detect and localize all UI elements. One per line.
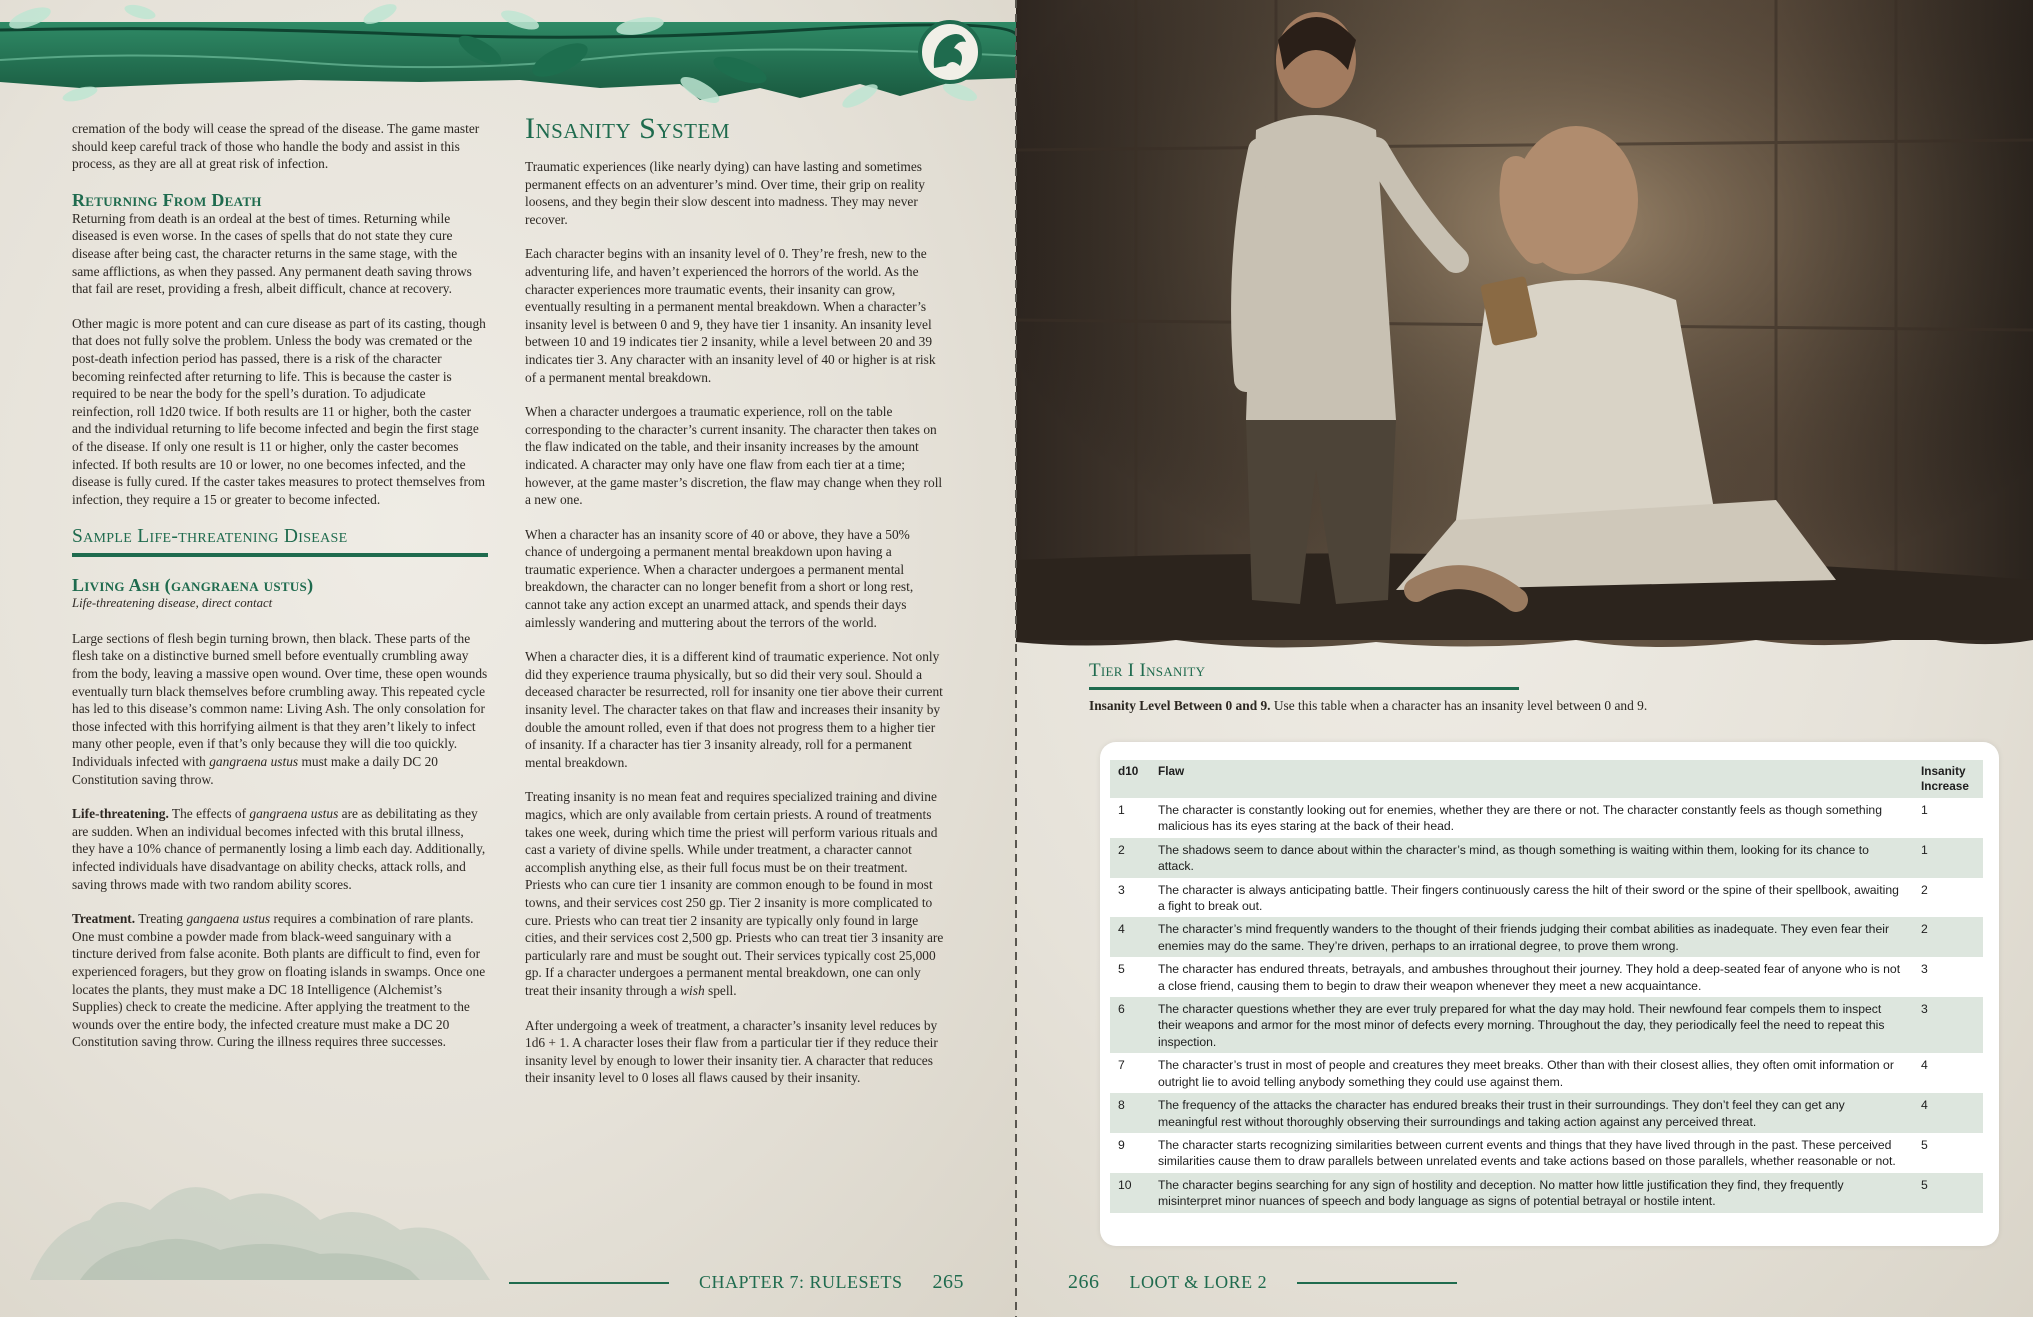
table-row: [1110, 1093, 1983, 1133]
paragraph: Returning from death is an ordeal at the best of times. Returning while diseased is even worse. In the cases of spells that do not state they cure disease after being cast, the character returns in the same stage, with the same afflictions, as when they passed. Any permanent death saving throws that fail are reset, providing a fresh, albeit difficult, chance at recovery.: [72, 210, 472, 297]
paragraph: When a character has an insanity score of 40 or above, they have a 50% chance of undergoing a permanent mental breakdown upon having a traumatic experience. When a character undergoes a permanent mental breakdown, the character can no longer benefit from a short or long rest, cannot take any action except an unarmed attack, and spends their days aimlessly wandering and muttering about the terrors of the world.: [525, 526, 914, 630]
ink-stain: [20, 1150, 500, 1280]
tier-1-heading-block: [1089, 660, 1519, 690]
cell-flaw: The character’s trust in most of people and creatures they meet breaks. Other than with their closest allies, they often omit information or outright lie to avoid telling anybody something they could use against them.: [1158, 1058, 1894, 1089]
illustration: [1016, 0, 2033, 660]
paragraph: Other magic is more potent and can cure disease as part of its casting, though that does not fully solve the problem. Unless the body was cremated or the post-death infection period has passed, there is a risk of the character becoming reinfected after returning to life. This is because the caster is required to be near the body for the spell’s duration. To adjudicate reinfection, roll 1d20 twice. If both results are 11 or higher, both the caster and the individual returning to life become infected and begin the first stage of the disease. If only one result is 11 or higher, only the caster becomes infected. If both results are 10 or lower, no one becomes infected, and the disease is fully cured. If the caster takes measures to protect themselves from infection, they require a 15 or greater to become infected.: [72, 315, 486, 507]
left-column: [72, 120, 488, 1068]
cell-flaw: The character questions whether they are ever truly prepared for what the day may hold. Their newfound fear compels them to inspect their weapons and armor for the most minor of defects every morning. Throughout the day, they periodically feel the need to repeat this inspection.: [1150, 997, 1913, 1053]
paragraph: Treating insanity is no mean feat and requires specialized training and divine magics, which are only available from certain priests. A round of treatments takes one week, during which time the priest will perform various rituals and cast a variety of divine spells. While under treatment, a character cannot accomplish anything else, as their full focus must be on their treatment. Priests who can cure tier 1 insanity are common enough to be found in most towns, and their services cost 250 gp. Tier 2 insanity is more complicated to cure. Priests who can treat tier 2 insanity are typically only found in large cities, and their services cost 2,500 gp. Priests who can treat tier 3 insanity are particularly rare and must be sought out. Their services typically cost 25,000 gp. If a character undergoes a permanent mental breakdown, one can only treat their insanity through a wish spell.: [525, 789, 944, 998]
paragraph: Traumatic experiences (like nearly dying) can have lasting and sometimes permanent effects on an adventurer’s mind. Over time, their grip on reality loosens, and they begin their slow descent into madness. They may never recover.: [525, 159, 925, 227]
table-row: [1110, 1173, 1983, 1213]
col-header-flaw: Flaw: [1150, 760, 1913, 798]
cell-flaw: The shadows seem to dance about within the character’s mind, as though something is waiting within them, looking for its chance to attack.: [1150, 838, 1913, 878]
table-row: [1110, 1133, 1983, 1173]
cell-increase: 5: [1913, 1173, 1983, 1213]
chapter-label: CHAPTER 7: RULESETS: [698, 1272, 903, 1292]
cell-d10: 9: [1118, 1137, 1125, 1152]
table-row: [1110, 798, 1983, 838]
cell-flaw: The character starts recognizing similarities between current events and things that they have lived through in the past. These perceived similarities cause them to draw parallels between unrelated events and take actions based on those parallels, whether reasonable or not.: [1158, 1137, 1896, 1169]
cell-increase: 4: [1913, 1093, 1983, 1133]
table-row: [1110, 917, 1983, 957]
heading-insanity-system: Insanity System: [525, 112, 731, 145]
paragraph: Large sections of flesh begin turning brown, then black. These parts of the flesh take on a distinctive burned smell before eventually crumbling away from the body, leaving a massive open wound. Over time, these open wounds eventually turn black themselves before crumbling away. This repeated cycle has led to this disease’s common name: Living Ash. The only consolation for those infected with this horrifying ailment is that they aren’t likely to infect many other people, even if that’s only because they will die too quickly. Individuals infected with gangraena ustus must make a daily DC 20 Constitution saving throw.: [72, 630, 488, 787]
footer-left: [0, 1271, 1016, 1294]
cell-increase: 1: [1921, 803, 1928, 817]
table-row: [1110, 878, 1983, 918]
paragraph-treatment: Treatment. Treating gangaena ustus requires a combination of rare plants. One must combine a powder made from black-weed sanguinary with a tincture derived from false aconite. Both plants are difficult to find, even for experienced foragers, but they grow on floating islands in swamps. Once one locates the plants, they must make a DC 18 Intelligence (Alchemist’s Supplies) check to create the medicine. After applying the treatment to the wounds over the entire body, the infected creature must make a DC 20 Constitution saving throw. Curing the illness requires three successes.: [72, 911, 486, 1050]
table-row: [1110, 1053, 1983, 1093]
footer-right: [1016, 1271, 2033, 1294]
table-header-row: [1110, 760, 1983, 798]
cell-d10: 5: [1118, 962, 1125, 977]
paragraph: After undergoing a week of treatment, a character’s insanity level reduces by 1d6 + 1. A character loses their flaw from a particular tier if they reduce their insanity level by enough to lower their insanity tier. A character that reduces their insanity level to 0 loses all flaws caused by their insanity.: [525, 1017, 938, 1086]
cell-flaw: The character has endured threats, betrayals, and ambushes throughout their journey. They hold a deep-seated fear of anyone who is not a close friend, causing them to begin to draw their weapon whenever they meet a new acquaintance.: [1158, 962, 1901, 993]
cell-increase: 2: [1913, 917, 1983, 957]
cell-increase: 4: [1921, 1058, 1928, 1073]
cell-flaw: The character is constantly looking out for enemies, whether they are there or not. The character constantly feels as though something malicious has its eyes staring at the back of their head.: [1158, 803, 1882, 834]
cell-increase: 2: [1921, 882, 1928, 897]
cell-d10: 4: [1110, 917, 1150, 957]
cell-flaw: The character begins searching for any sign of hostility and deception. No matter how little justification they find, they frequently misinterpret minor nuances of speech and body language as signs of potential betrayal or hostile intent.: [1150, 1173, 1913, 1213]
cell-increase: 1: [1913, 838, 1983, 878]
insanity-table-card: [1100, 742, 1999, 1246]
book-title: LOOT & LORE 2: [1129, 1272, 1268, 1292]
paragraph: When a character dies, it is a different kind of traumatic experience. Not only did they experience trauma physically, but so did their very soul. Should a deceased character be resurrected, roll for insanity one tier above their current insanity level. The character takes on that flaw and increases their insanity by double the amount rolled, even if that does not progress them to a higher tier of insanity. If a character has tier 3 insanity already, roll for a permanent mental breakdown.: [525, 649, 943, 770]
right-column: [525, 112, 945, 1104]
page-gutter: [1015, 0, 1017, 1317]
paragraph-life-threatening: Life-threatening. The effects of gangraena ustus are as debilitating as they are sudden. When an individual becomes infected with this brutal illness, they have a 10% chance of permanently losing a limb each day. Additionally, infected individuals have disadvantage on ability checks, attack rolls, and saving throws made with two random ability scores.: [72, 806, 486, 892]
page-number: 266: [1068, 1271, 1100, 1293]
table-row: [1110, 838, 1983, 878]
cell-d10: 7: [1118, 1058, 1125, 1073]
cell-d10: 2: [1110, 838, 1150, 878]
footer-rule: [509, 1282, 669, 1284]
cell-d10: 8: [1110, 1093, 1150, 1133]
table-row: [1110, 997, 1983, 1053]
dragon-emblem-icon: [920, 22, 980, 82]
col-header-increase: Insanity Increase: [1913, 760, 1983, 798]
footer-rule: [1297, 1282, 1457, 1284]
cell-d10: 3: [1118, 882, 1125, 897]
cell-increase: 3: [1921, 962, 1928, 977]
page-number: 265: [932, 1271, 964, 1293]
paragraph: cremation of the body will cease the spread of the disease. The game master should keep careful track of those who handle the body and assist in this process, as they are all at great risk of infection.: [72, 121, 480, 172]
cell-d10: 10: [1110, 1173, 1150, 1213]
paragraph: Each character begins with an insanity level of 0. They’re fresh, new to the adventuring life, and haven’t experienced the horrors of the world. As the character experiences more traumatic events, their insanity can grow, eventually resulting in a permanent mental breakdown. When a character’s insanity level is between 0 and 9, they have tier 1 insanity. An insanity level between 10 and 19 indicates tier 2 insanity, while a level between 20 and 39 indicates tier 3. Any character with an insanity level of 40 or higher is at risk of a permanent mental breakdown.: [525, 246, 936, 385]
cell-d10: 6: [1110, 997, 1150, 1053]
cell-flaw: The character is always anticipating battle. Their fingers continuously caress the hilt of their sword or the spine of their spellbook, awaiting a fight to break out.: [1158, 882, 1899, 914]
heading-returning-from-death: Returning From Death: [72, 189, 262, 210]
vine-banner: [0, 0, 1016, 110]
tier-1-intro: Insanity Level Between 0 and 9. Use this table when a character has an insanity level between 0 and 9.: [1089, 698, 1648, 713]
heading-sample-disease: Sample Life-threatening Disease: [72, 526, 488, 557]
heading-tier-1-insanity: Tier I Insanity: [1089, 660, 1519, 690]
table-row: [1110, 957, 1983, 997]
cell-flaw: The character’s mind frequently wanders to the thought of their friends judging their combat abilities as inadequate. They even fear their enemies may do the same. They’re driven, perhaps to an irrational degree, to prove them wrong.: [1150, 917, 1913, 957]
heading-living-ash: Living Ash (gangraena ustus): [72, 575, 314, 596]
disease-subtitle: Life-threatening disease, direct contact: [72, 596, 273, 611]
cell-flaw: The frequency of the attacks the character has endured breaks their trust in their surroundings. They don’t feel they can get any meaningful rest without thoroughly observing their surroundings and taking action against any perceived threat.: [1150, 1093, 1913, 1133]
cell-d10: 1: [1118, 803, 1125, 817]
col-header-d10: d10: [1110, 760, 1150, 798]
cell-increase: 3: [1913, 997, 1983, 1053]
insanity-table: [1110, 760, 1983, 1213]
right-page: [1016, 0, 2033, 1317]
left-page: [0, 0, 1016, 1317]
cell-increase: 5: [1921, 1137, 1928, 1152]
paragraph: When a character undergoes a traumatic experience, roll on the table corresponding to the character’s current insanity. The character then takes on the flaw indicated on the table, and their insanity increases by the amount indicated. A character may only have one flaw from each tier at a time; however, at the game master’s discretion, the flaw may change when they roll a new one.: [525, 404, 943, 508]
